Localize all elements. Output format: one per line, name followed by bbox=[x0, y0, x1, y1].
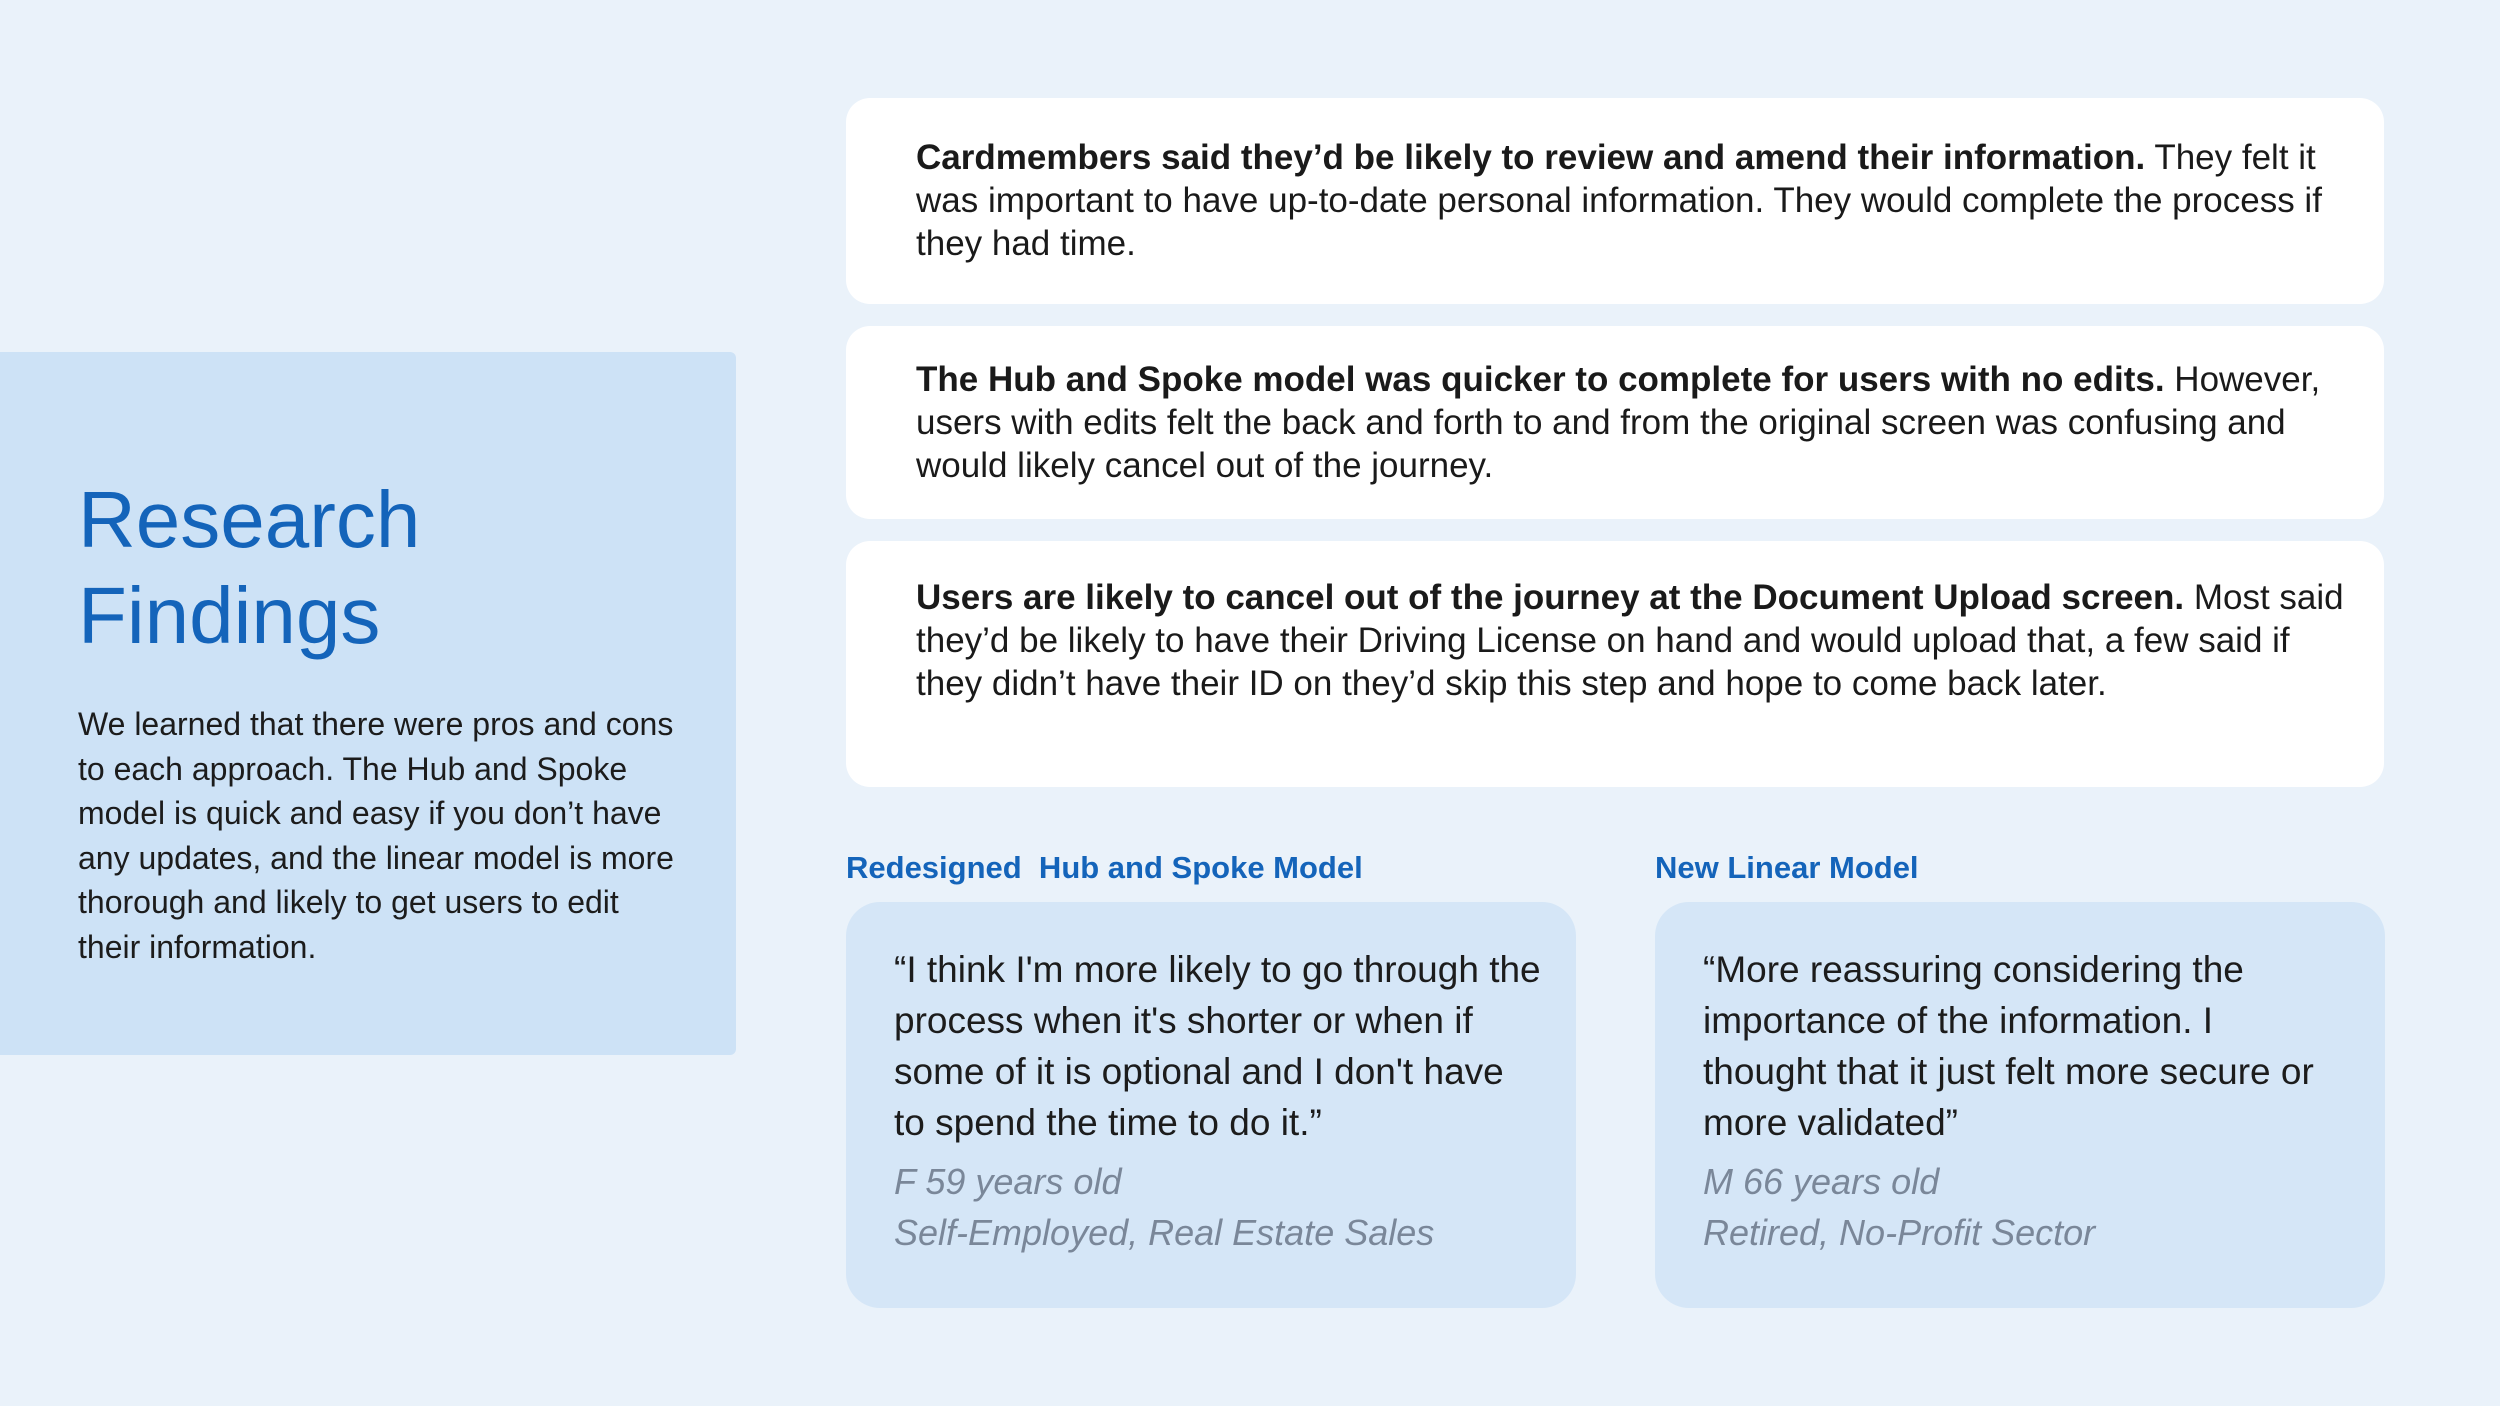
page-title-line-2: Findings bbox=[78, 571, 381, 660]
quote-label-linear: New Linear Model bbox=[1655, 850, 1919, 885]
participant-demographics: F 59 years old bbox=[894, 1161, 1122, 1202]
quote-attribution bbox=[1703, 1156, 2337, 1258]
quote-text: “I think I'm more likely to go through the process when it's shorter or when if some of it is optional and I don't have to spend the time to do it.” bbox=[894, 949, 1541, 1143]
finding-headline: The Hub and Spoke model was quicker to complete for users with no edits. bbox=[916, 360, 2165, 399]
finding-headline: Users are likely to cancel out of the journey at the Document Upload screen. bbox=[916, 578, 2185, 617]
research-findings-panel bbox=[0, 352, 736, 1055]
participant-demographics: M 66 years old bbox=[1703, 1161, 1940, 1202]
finding-headline: Cardmembers said they’d be likely to review and amend their information. bbox=[916, 138, 2146, 177]
participant-occupation: Retired, No-Profit Sector bbox=[1703, 1212, 2096, 1253]
finding-text bbox=[916, 576, 2344, 705]
finding-body: Most said they’d be likely to have their Driving License on hand and would upload that, a few said if they didn’t have their ID on they’d skip this step and hope to come back later. bbox=[916, 578, 2344, 703]
quote-card-linear bbox=[1655, 902, 2385, 1308]
finding-card-3 bbox=[846, 541, 2384, 787]
page-title-line-1: Research bbox=[78, 475, 421, 564]
finding-text bbox=[916, 358, 2344, 487]
finding-body: However, users with edits felt the back and forth to and from the original screen was confusing and would likely cancel out of the journey. bbox=[916, 360, 2321, 485]
quote-card-hub-and-spoke bbox=[846, 902, 1576, 1308]
quote-attribution bbox=[894, 1156, 1528, 1258]
quote-label-hub-and-spoke: Redesigned Hub and Spoke Model bbox=[846, 850, 1363, 885]
finding-text bbox=[916, 136, 2344, 265]
finding-card-2 bbox=[846, 326, 2384, 519]
quote-text: “More reassuring considering the importance of the information. I thought that it just felt more secure or more validated” bbox=[1703, 949, 2314, 1143]
participant-occupation: Self-Employed, Real Estate Sales bbox=[894, 1212, 1435, 1253]
finding-card-1 bbox=[846, 98, 2384, 304]
intro-paragraph: We learned that there were pros and cons to each approach. The Hub and Spoke model is quick and easy if you don’t have any updates, and the linear model is more thorough and likely to get users to edit their information. bbox=[78, 706, 674, 965]
finding-body: They felt it was important to have up-to-date personal information. They would complete the process if they had time. bbox=[916, 138, 2322, 263]
page-title bbox=[78, 472, 678, 664]
